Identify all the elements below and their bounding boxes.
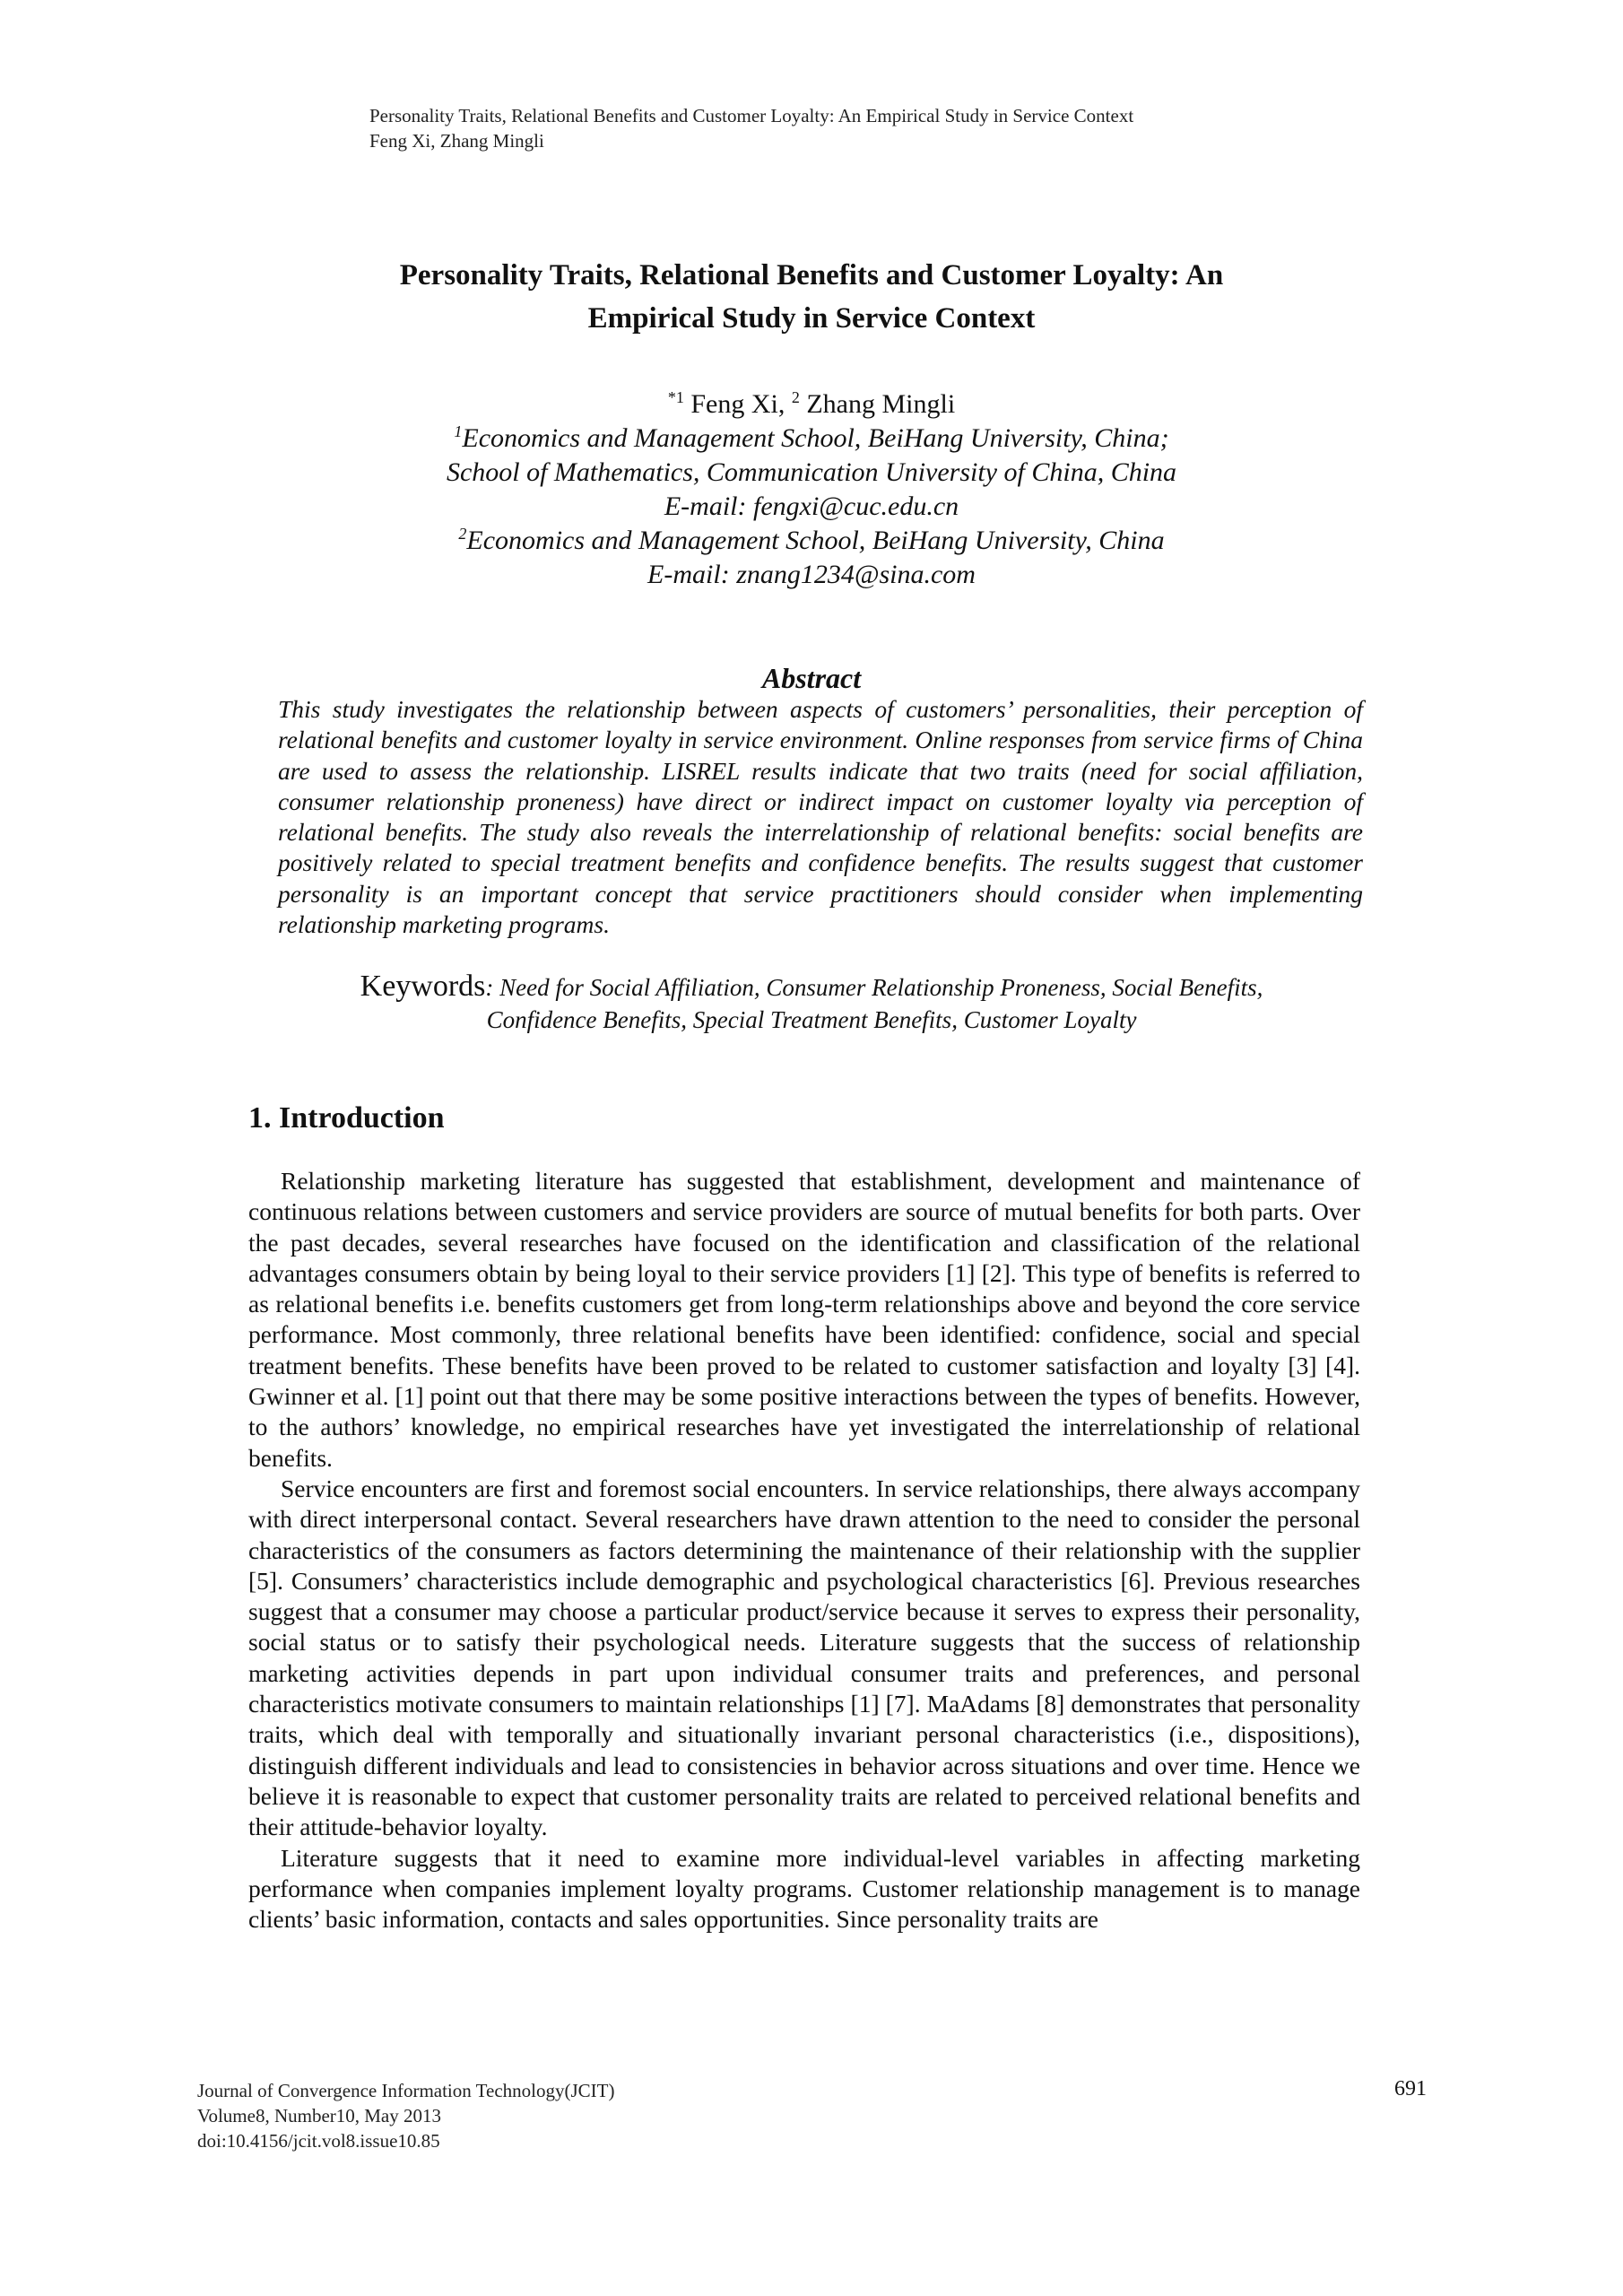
affiliation-2 bbox=[233, 524, 1390, 558]
affiliation-2-superscript: 2 bbox=[458, 525, 467, 543]
paper-title bbox=[233, 254, 1390, 340]
affiliation-1b: School of Mathematics, Communication University of China, China bbox=[446, 457, 1177, 487]
paper-title-line-1: Personality Traits, Relational Benefits and Customer Loyalty: An bbox=[399, 259, 1224, 291]
email-1: E-mail: fengxi@cuc.edu.cn bbox=[664, 491, 959, 521]
keywords-label: Keywords bbox=[360, 970, 486, 1003]
introduction-body bbox=[248, 1166, 1360, 1935]
keywords-line-1 bbox=[233, 970, 1390, 1004]
keywords bbox=[233, 970, 1390, 1036]
keywords-text-2: Confidence Benefits, Special Treatment Benefits, Customer Loyalty bbox=[486, 1006, 1137, 1033]
email-2: E-mail: znang1234@sina.com bbox=[647, 560, 976, 589]
author-2-name: Zhang Mingli bbox=[806, 389, 956, 419]
paragraph: Service encounters are first and foremost social encounters. In service relationships, there always accompany with direct interpersonal contact. Several researchers have drawn attention to the need to consider the personal characteristics of the consumers as factors determining the maintenance of their relationship with the supplier [5]. Consumers’ characteristics include demographic and psychological characteristics [6]. Previous researches suggest that a consumer may choose a particular product/service because it serves to express their personality, social status or to satisfy their psychological needs. Literature suggests that the success of relationship marketing activities depends in part upon individual consumer traits and preferences, and personal characteristics motivate consumers to maintain relationships [1] [7]. MaAdams [8] demonstrates that personality traits, which deal with temporally and situationally invariant personal characteristics (i.e., dispositions), distinguish different individuals and lead to consistencies in behavior across situations and over time. Hence we believe it is reasonable to expect that customer personality traits are related to perceived relational benefits and their attitude-behavior loyalty. bbox=[248, 1474, 1360, 1841]
affiliation-1 bbox=[233, 422, 1390, 456]
abstract-heading: Abstract bbox=[761, 662, 862, 694]
running-header bbox=[369, 103, 1356, 153]
affiliation-1-superscript: 1 bbox=[454, 422, 463, 440]
footer-journal-info bbox=[197, 2078, 825, 2153]
paragraph: Relationship marketing literature has suggested that establishment, development and maintenance of continuous relations between customers and service providers are source of mutual benefits for both parts. Over the past decades, several researches have focused on the identification and classification of the relational advantages consumers obtain by being loyal to their service providers [1] [2]. This type of benefits is referred to as relational benefits i.e. benefits customers get from long-term relationships above and beyond the core service performance. Most commonly, three relational benefits have been identified: confidence, social and special treatment benefits. These benefits have been proved to be related to customer satisfaction and loyalty [3] [4]. Gwinner et al. [1] point out that there may be some positive interactions between the types of benefits. However, to the authors’ knowledge, no empirical researches have yet investigated the interrelationship of relational benefits. bbox=[248, 1167, 1360, 1472]
footer-volume: Volume8, Number10, May 2013 bbox=[197, 2105, 442, 2126]
author-1-name: Feng Xi, bbox=[690, 389, 785, 419]
page-number: 691 bbox=[1394, 2077, 1427, 2100]
paragraph: Literature suggests that it need to examine more individual-level variables in affecting marketing performance when companies implement loyalty programs. Customer relationship management is to manage clients’ basic information, contacts and sales opportunities. Since personality traits are bbox=[248, 1843, 1360, 1934]
footer-doi: doi:10.4156/jcit.vol8.issue10.85 bbox=[197, 2130, 440, 2152]
running-header-title: Personality Traits, Relational Benefits and Customer Loyalty: An Empirical Study in Service Context bbox=[369, 105, 1134, 126]
section-heading: 1. Introduction bbox=[248, 1101, 445, 1135]
keywords-text-1: : Need for Social Affiliation, Consumer Relationship Proneness, Social Benefits, bbox=[485, 974, 1263, 1001]
affiliation-1-text: Economics and Management School, BeiHang University, China; bbox=[462, 423, 1169, 453]
footer-journal-name: Journal of Convergence Information Technology(JCIT) bbox=[197, 2080, 615, 2101]
author-2-superscript: 2 bbox=[791, 388, 800, 406]
running-header-authors: Feng Xi, Zhang Mingli bbox=[369, 130, 544, 152]
affiliation-2-text: Economics and Management School, BeiHang University, China bbox=[466, 526, 1165, 555]
author-names bbox=[233, 387, 1390, 422]
paper-title-line-2: Empirical Study in Service Context bbox=[587, 302, 1036, 335]
authors-block bbox=[233, 387, 1390, 592]
abstract-text: This study investigates the relationship between aspects of customers’ personalities, their perception of relational benefits and customer loyalty in service environment. Online responses from service firms of China are used to assess the relationship. LISREL results indicate that two traits (need for social affiliation, consumer relationship proneness) have direct or indirect impact on customer loyalty via perception of relational benefits. The study also reveals the interrelationship of relational benefits: social benefits are positively related to special treatment benefits and confidence benefits. The results suggest that customer personality is an important concept that service practitioners should consider when implementing relationship marketing programs. bbox=[278, 695, 1363, 939]
author-1-superscript: *1 bbox=[667, 388, 684, 406]
